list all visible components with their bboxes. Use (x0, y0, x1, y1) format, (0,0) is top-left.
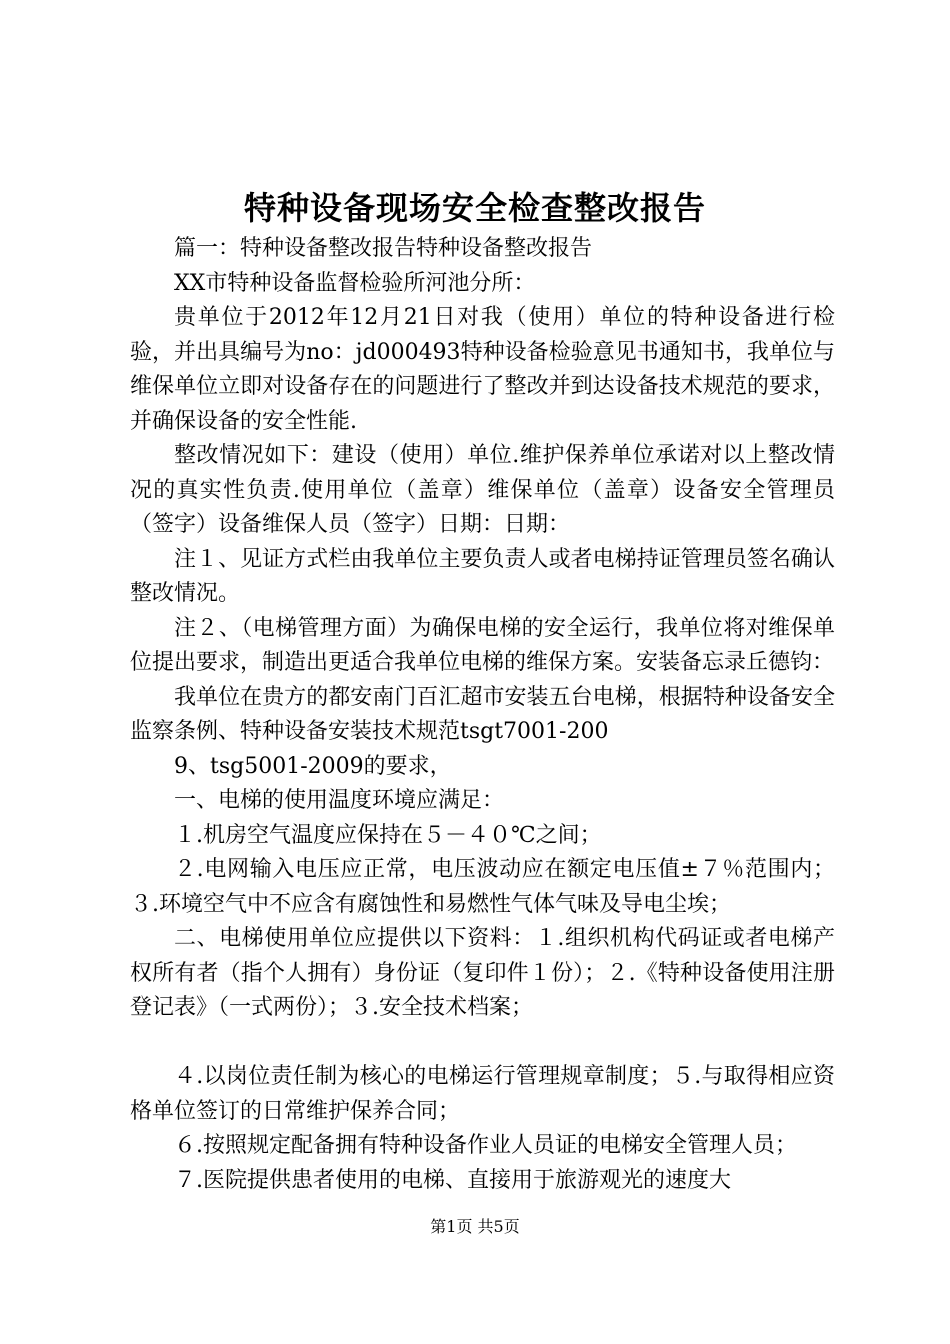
paragraph: 整改情况如下：建设（使用）单位.维护保养单位承诺对以上整改情况的真实性负责.使用单位（盖章）维保单位（盖章）设备安全管理员（签字）设备维保人员（签字）日期：日期： (130, 443, 835, 537)
document-title: 特种设备现场安全检查整改报告 (243, 189, 706, 227)
paragraph: 注１、见证方式栏由我单位主要负责人或者电梯持证管理员签名确认整改情况。 (130, 546, 835, 606)
paragraph: ４.以岗位责任制为核心的电梯运行管理规章制度；５.与取得相应资格单位签订的日常维护保养合同； (130, 1064, 835, 1124)
paragraph: ６.按照规定配备拥有特种设备作业人员证的电梯安全管理人员； (174, 1133, 797, 1158)
document-body (130, 232, 835, 1198)
paragraph: 篇一：特种设备整改报告特种设备整改报告 (174, 236, 593, 261)
blank-line (130, 1026, 835, 1061)
paragraph: 一、电梯的使用温度环境应满足： (174, 788, 505, 813)
paragraph: 贵单位于2012年12月21日对我（使用）单位的特种设备进行检验，并出具编号为no：jd000493特种设备检验意见书通知书，我单位与维保单位立即对设备存在的问题进行了整改并到达设备技术规范的要求，并确保设备的安全性能. (130, 305, 835, 434)
paragraph: 二、电梯使用单位应提供以下资料：１.组织机构代码证或者电梯产权所有者（指个人拥有）身份证（复印件１份）；２.《特种设备使用注册登记表》（一式两份）；３.安全技术档案； (130, 926, 835, 1020)
paragraph: ２.电网输入电压应正常，电压波动应在额定电压值±７％范围内；３.环境空气中不应含有腐蚀性和易燃性气体气味及导电尘埃； (130, 857, 835, 917)
paragraph: １.机房空气温度应保持在５－４０℃之间； (174, 822, 602, 848)
paragraph: 我单位在贵方的都安南门百汇超市安装五台电梯，根据特种设备安全监察条例、特种设备安装技术规范tsgt7001-200 (130, 684, 835, 744)
page-footer: 第1页 共5页 (430, 1217, 520, 1236)
paragraph: 注２、（电梯管理方面）为确保电梯的安全运行，我单位将对维保单位提出要求，制造出更适合我单位电梯的维保方案。安装备忘录丘德钧： (130, 615, 835, 675)
paragraph: XX市特种设备监督检验所河池分所： (174, 270, 536, 296)
paragraph: ７.医院提供患者使用的电梯、直接用于旅游观光的速度大 (174, 1167, 731, 1193)
paragraph: 9、tsg5001-2009的要求， (174, 753, 452, 779)
